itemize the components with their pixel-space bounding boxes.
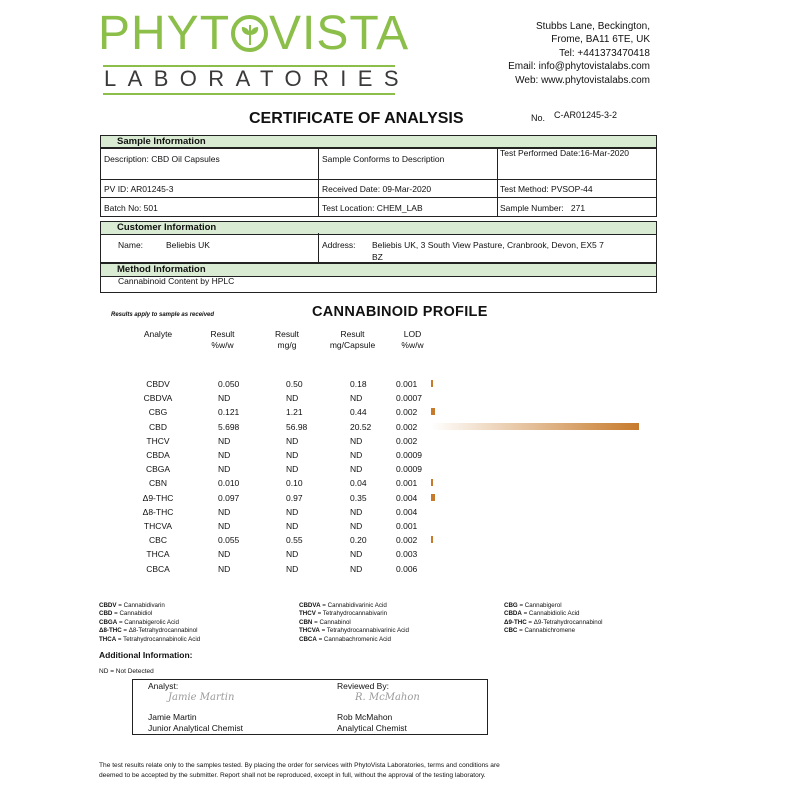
result-mgcap: 0.35 (350, 493, 367, 503)
result-pct: 0.097 (218, 493, 240, 503)
legend-abbr: CBDA (504, 610, 522, 617)
analyte-name: CBC (149, 535, 167, 545)
header-line: %w/w (211, 340, 234, 350)
result-pct: 0.010 (218, 478, 240, 488)
result-mgg: ND (286, 507, 299, 517)
result-pct: ND (218, 464, 231, 474)
analyte-name: CBDA (146, 450, 170, 460)
sample-number: Sample Number: 271 (500, 203, 586, 213)
result-mgg: ND (286, 436, 299, 446)
legend-item (504, 610, 580, 618)
customer-name: Beliebis UK (166, 240, 210, 250)
result-mgcap: ND (350, 464, 363, 474)
result-mgcap: ND (350, 436, 363, 446)
section-heading: Sample Information (101, 136, 656, 149)
batch-number: Batch No: 501 (104, 203, 158, 213)
result-pct: ND (218, 450, 231, 460)
result-pct: 0.055 (218, 535, 240, 545)
result-mgg: ND (286, 564, 299, 574)
result-mgg: ND (286, 450, 299, 460)
section-heading: Customer Information (101, 222, 656, 235)
result-mgcap: 20.52 (350, 422, 372, 432)
result-mgcap: 0.04 (350, 478, 367, 488)
result-bar (431, 536, 433, 543)
header-pct (195, 329, 250, 351)
legend-item (299, 602, 387, 610)
analyte-name: CBGA (145, 464, 171, 474)
header-line: mg/g (277, 340, 297, 350)
customer-address-line: BZ (372, 252, 383, 262)
result-mgcap: 0.44 (350, 407, 367, 417)
result-pct: 0.121 (218, 407, 240, 417)
certificate-number: C-AR01245-3-2 (554, 110, 618, 120)
customer-address-line: Beliebis UK, 3 South View Pasture, Cranbrook, Devon, EX5 7 (372, 240, 604, 250)
lab-address (508, 20, 650, 87)
analyte-name: CBDVA (143, 393, 173, 403)
footer-line: The test results relate only to the samples tested. By placing the order for services with PhytoVista Laboratories, terms and conditions are (99, 762, 500, 769)
legend-item (504, 627, 575, 635)
result-pct: ND (218, 521, 231, 531)
header-line: Result (340, 329, 365, 339)
legend-item (99, 619, 179, 627)
result-lod: 0.002 (396, 436, 418, 446)
analyte-name: THCVA (143, 521, 173, 531)
legend-definition: = Cannabichromene (517, 627, 576, 634)
nd-note: ND = Not Detected (99, 668, 154, 675)
analyte-name: THCA (146, 549, 170, 559)
result-pct: ND (218, 549, 231, 559)
legend-item (299, 610, 387, 618)
analyte-name: THCV (146, 436, 170, 446)
result-mgg: ND (286, 393, 299, 403)
reviewer-name: Rob McMahon (337, 712, 393, 722)
result-mgcap: ND (350, 564, 363, 574)
certificate-title: CERTIFICATE OF ANALYSIS (249, 110, 464, 127)
received-date: Received Date: 09-Mar-2020 (322, 184, 432, 194)
logo-wordmark (98, 8, 409, 60)
result-mgcap: ND (350, 393, 363, 403)
result-mgg: ND (286, 464, 299, 474)
result-bar (431, 479, 433, 486)
customer-name-label: Name: (118, 240, 144, 250)
legend-definition: = Cannabigerol (517, 602, 562, 609)
legend-definition: = Cannabidivarin (116, 602, 165, 609)
section-heading: Method Information (101, 264, 656, 277)
legend-definition: = Tetrahydrocannabivarin (315, 610, 388, 617)
address-line: Email: info@phytovistalabs.com (508, 61, 650, 73)
pv-id: PV ID: AR01245-3 (104, 184, 174, 194)
logo-text-end: VISTA (269, 7, 410, 60)
result-lod: 0.0007 (396, 393, 422, 403)
result-mgg: 1.21 (286, 407, 303, 417)
result-mgg: ND (286, 549, 299, 559)
legend-item (99, 610, 152, 618)
result-bar (431, 494, 435, 501)
result-lod: 0.003 (396, 549, 418, 559)
legend-definition: = Cannabidivarinic Acid (320, 602, 387, 609)
result-mgg: ND (286, 521, 299, 531)
divider (497, 147, 498, 217)
result-pct: ND (218, 436, 231, 446)
sample-description: Description: CBD Oil Capsules (104, 154, 220, 164)
address-line: Stubbs Lane, Beckington, (536, 21, 650, 32)
result-mgg: 0.55 (286, 535, 303, 545)
result-bar (431, 380, 433, 387)
result-mgcap: ND (350, 549, 363, 559)
legend-definition: = Tetrahydrocannabinolic Acid (116, 636, 201, 643)
divider (100, 197, 657, 198)
result-pct: ND (218, 564, 231, 574)
result-lod: 0.001 (396, 478, 418, 488)
result-mgcap: 0.18 (350, 379, 367, 389)
legend-item (299, 636, 391, 644)
legend-definition: = Cannabidiolic Acid (521, 610, 580, 617)
legend-definition: = Δ9-Tetrahydrocannabinol (526, 619, 603, 626)
legend-item (99, 602, 165, 610)
header-line: Result (210, 329, 235, 339)
result-pct: 5.698 (218, 422, 240, 432)
result-lod: 0.001 (396, 379, 418, 389)
result-mgg: 0.97 (286, 493, 303, 503)
address-line: Tel: +441373470418 (559, 47, 650, 59)
legend-item (299, 627, 409, 635)
logo-rule-bottom (103, 93, 395, 95)
logo-subtitle: LABORATORIES (104, 66, 410, 91)
result-pct: ND (218, 393, 231, 403)
test-performed-date: Test Performed Date:16-Mar-2020 (500, 148, 629, 158)
legend-item (504, 619, 603, 627)
sample-conforms: Sample Conforms to Description (322, 154, 445, 164)
address-line: Frome, BA11 6TE, UK (551, 34, 650, 46)
divider (318, 233, 319, 263)
analyst-title: Junior Analytical Chemist (148, 723, 243, 733)
result-bar (431, 408, 435, 415)
analyte-name: CBCA (146, 564, 170, 574)
analyte-name: CBN (149, 478, 167, 488)
footer-disclaimer (99, 761, 500, 781)
reviewer-signature: R. McMahon (355, 692, 420, 703)
result-lod: 0.002 (396, 535, 418, 545)
legend-abbr: THCVA (299, 627, 320, 634)
legend-definition: = Cannabidiol (112, 610, 153, 617)
reviewer-label: Reviewed By: (337, 681, 389, 691)
result-lod: 0.002 (396, 407, 418, 417)
legend-abbr: CBN (299, 619, 313, 626)
analyte-name: CBD (149, 422, 167, 432)
header-mgg (262, 329, 312, 351)
legend-definition: = Tetrahydrocannabivarinic Acid (319, 627, 409, 634)
legend-abbr: CBD (99, 610, 113, 617)
legend-definition: = Cannabinol (312, 619, 351, 626)
legend-abbr: CBG (504, 602, 518, 609)
analyte-name: Δ8-THC (142, 507, 174, 517)
result-mgg: 56.98 (286, 422, 308, 432)
logo-text-start: PHYT (98, 7, 231, 60)
result-mgcap: ND (350, 450, 363, 460)
result-lod: 0.0009 (396, 464, 422, 474)
additional-info-heading: Additional Information: (99, 650, 193, 660)
result-lod: 0.002 (396, 422, 418, 432)
legend-abbr: Δ9-THC (504, 619, 527, 626)
result-lod: 0.006 (396, 564, 418, 574)
header-mgcap (320, 329, 385, 351)
analyte-name: Δ9-THC (142, 493, 174, 503)
result-mgg: 0.10 (286, 478, 303, 488)
certificate-number-label: No. (531, 113, 546, 123)
legend-abbr: Δ8-THC (99, 627, 122, 634)
legend-abbr: CBCA (299, 636, 317, 643)
result-pct: 0.050 (218, 379, 240, 389)
legend-abbr: THCV (299, 610, 316, 617)
leaf-icon (231, 15, 268, 52)
result-mgg: 0.50 (286, 379, 303, 389)
result-lod: 0.0009 (396, 450, 422, 460)
analyst-name: Jamie Martin (148, 712, 197, 722)
analyte-name: CBDV (146, 379, 170, 389)
analyst-label: Analyst: (148, 681, 179, 691)
header-line: %w/w (401, 340, 424, 350)
result-mgcap: ND (350, 507, 363, 517)
footer-line: deemed to be accepted by the submitter. Report shall not be reproduced, except in full, without the approval of the testing laboratory. (99, 772, 486, 779)
profile-title: CANNABINOID PROFILE (312, 304, 488, 320)
result-mgcap: 0.20 (350, 535, 367, 545)
legend-definition: = Cannabachromenic Acid (316, 636, 391, 643)
header-line: mg/Capsule (329, 340, 376, 350)
result-lod: 0.004 (396, 493, 418, 503)
analyte-name: CBG (148, 407, 168, 417)
legend-item (99, 636, 200, 644)
legend-abbr: CBC (504, 627, 518, 634)
customer-address-label: Address: (322, 240, 356, 250)
result-lod: 0.004 (396, 507, 418, 517)
test-location: Test Location: CHEM_LAB (322, 203, 423, 213)
header-line: Result (274, 329, 300, 339)
header-analyte: Analyte (143, 329, 173, 339)
legend-definition: = Δ8-Tetrahydrocannabinol (121, 627, 198, 634)
legend-abbr: CBDV (99, 602, 117, 609)
address-line: Web: www.phytovistalabs.com (515, 74, 650, 86)
test-method: Test Method: PVSOP-44 (500, 184, 593, 194)
analyst-signature: Jamie Martin (168, 692, 235, 703)
result-bar (431, 423, 639, 430)
result-pct: ND (218, 507, 231, 517)
legend-item (99, 627, 198, 635)
legend-item (299, 619, 351, 627)
divider (318, 147, 319, 217)
legend-definition: = Cannabigerolic Acid (117, 619, 179, 626)
header-line: LOD (403, 329, 422, 339)
method-text: Cannabinoid Content by HPLC (118, 276, 235, 286)
legend-abbr: THCA (99, 636, 117, 643)
legend-abbr: CBGA (99, 619, 118, 626)
result-lod: 0.001 (396, 521, 418, 531)
result-mgcap: ND (350, 521, 363, 531)
results-note: Results apply to sample as received (111, 312, 215, 318)
legend-abbr: CBDVA (299, 602, 321, 609)
reviewer-title: Analytical Chemist (337, 723, 407, 733)
divider (100, 179, 657, 180)
legend-item (504, 602, 562, 610)
header-lod (390, 329, 435, 351)
